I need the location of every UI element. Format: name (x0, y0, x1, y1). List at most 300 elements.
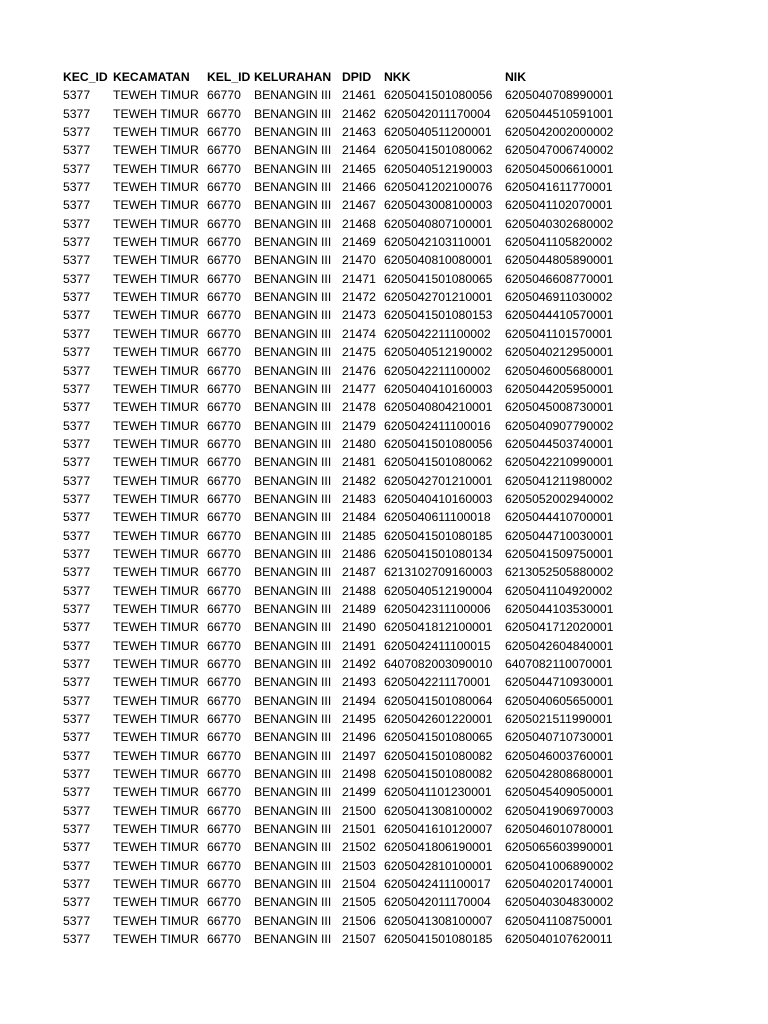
cell-kelurahan: BENANGIN III (254, 748, 332, 763)
table-row (63, 710, 625, 728)
cell-kecamatan: TEWEH TIMUR (113, 253, 199, 268)
cell-kec-id: 5377 (63, 803, 91, 818)
cell-kec-id: 5377 (63, 712, 91, 727)
cell-nik: 6205045006610001 (505, 161, 614, 176)
table-row (63, 783, 625, 801)
cell-kecamatan: TEWEH TIMUR (113, 345, 199, 360)
cell-kec-id: 5377 (63, 363, 91, 378)
cell-kecamatan: TEWEH TIMUR (113, 895, 199, 910)
cell-kel-id: 66770 (207, 473, 241, 488)
cell-nik: 6205046608770001 (505, 271, 614, 286)
cell-nkk: 6205041501080082 (384, 748, 493, 763)
cell-dpid: 21476 (342, 363, 376, 378)
table-row (63, 637, 625, 655)
cell-kecamatan: TEWEH TIMUR (113, 125, 199, 140)
cell-kel-id: 66770 (207, 235, 241, 250)
cell-kecamatan: TEWEH TIMUR (113, 601, 199, 616)
cell-kelurahan: BENANGIN III (254, 290, 332, 305)
cell-nkk: 6205040807100001 (384, 216, 493, 231)
cell-kel-id: 66770 (207, 620, 241, 635)
cell-kec-id: 5377 (63, 822, 91, 837)
cell-kec-id: 5377 (63, 510, 91, 525)
cell-kel-id: 66770 (207, 730, 241, 745)
cell-nik: 6205046911030002 (505, 290, 613, 305)
cell-kel-id: 66770 (207, 161, 241, 176)
cell-nik: 6205040907790002 (505, 418, 614, 433)
cell-kel-id: 66770 (207, 400, 241, 415)
table-row (63, 288, 625, 306)
cell-kec-id: 5377 (63, 253, 91, 268)
cell-dpid: 21465 (342, 161, 376, 176)
cell-dpid: 21499 (342, 785, 376, 800)
table-header (63, 68, 625, 86)
cell-nkk: 6205042103110001 (384, 235, 492, 250)
cell-nkk: 6205042701210001 (384, 473, 493, 488)
cell-dpid: 21461 (342, 88, 376, 103)
cell-kelurahan: BENANGIN III (254, 400, 332, 415)
cell-kel-id: 66770 (207, 253, 241, 268)
cell-kec-id: 5377 (63, 418, 91, 433)
cell-dpid: 21480 (342, 436, 376, 451)
cell-nkk: 6205041308100002 (384, 803, 493, 818)
cell-nkk: 6205042810100001 (384, 858, 493, 873)
cell-kec-id: 5377 (63, 106, 91, 121)
cell-kel-id: 66770 (207, 345, 241, 360)
cell-dpid: 21463 (342, 125, 376, 140)
cell-kelurahan: BENANGIN III (254, 180, 332, 195)
cell-nkk: 6407082003090010 (384, 657, 493, 671)
cell-nkk: 6205040511200001 (384, 125, 492, 140)
table-row (63, 343, 625, 361)
cell-kelurahan: BENANGIN III (254, 198, 332, 213)
cell-kec-id: 5377 (63, 198, 91, 213)
cell-kecamatan: TEWEH TIMUR (113, 400, 199, 415)
cell-kec-id: 5377 (63, 932, 91, 947)
cell-kecamatan: TEWEH TIMUR (113, 675, 199, 690)
cell-nik: 6205041611770001 (505, 180, 613, 195)
cell-kelurahan: BENANGIN III (254, 638, 332, 653)
cell-nkk: 6205040410160003 (384, 381, 493, 396)
cell-nik: 6205040710730001 (505, 730, 614, 745)
table-row (63, 196, 625, 214)
cell-kel-id: 66770 (207, 583, 241, 598)
cell-kel-id: 66770 (207, 180, 241, 195)
cell-kel-id: 66770 (207, 216, 241, 231)
cell-kel-id: 66770 (207, 418, 241, 433)
table-row (63, 380, 625, 398)
cell-dpid: 21485 (342, 528, 376, 543)
table-row (63, 655, 625, 673)
table-row (63, 600, 625, 618)
cell-kecamatan: TEWEH TIMUR (113, 528, 199, 543)
table-row (63, 417, 625, 435)
cell-nkk: 6205041308100007 (384, 913, 493, 928)
cell-kec-id: 5377 (63, 748, 91, 763)
cell-nkk: 6205042311100006 (384, 601, 491, 616)
cell-nkk: 6205041501080134 (384, 546, 493, 561)
cell-kelurahan: BENANGIN III (254, 546, 332, 561)
cell-dpid: 21490 (342, 620, 376, 635)
table-row (63, 306, 625, 324)
cell-nkk: 6205041501080062 (384, 455, 493, 470)
table-row (63, 692, 625, 710)
cell-kel-id: 66770 (207, 840, 241, 855)
cell-nik: 6205065603990001 (505, 840, 614, 855)
cell-kec-id: 5377 (63, 345, 91, 360)
cell-kel-id: 66770 (207, 510, 241, 525)
cell-kelurahan: BENANGIN III (254, 216, 332, 231)
cell-nkk: 6205041501080056 (384, 88, 493, 103)
cell-kel-id: 66770 (207, 712, 241, 727)
cell-dpid: 21498 (342, 767, 376, 782)
cell-kel-id: 66770 (207, 308, 241, 323)
cell-kel-id: 66770 (207, 895, 241, 910)
table-row (63, 802, 625, 820)
table-row (63, 398, 625, 416)
cell-kelurahan: BENANGIN III (254, 712, 332, 727)
cell-kel-id: 66770 (207, 767, 241, 782)
cell-nik: 6205041906970003 (505, 803, 614, 818)
header-nkk: NKK (384, 70, 411, 84)
cell-kel-id: 66770 (207, 803, 241, 818)
cell-kel-id: 66770 (207, 528, 241, 543)
cell-kec-id: 5377 (63, 785, 91, 800)
cell-kec-id: 5377 (63, 161, 91, 176)
header-kel-id: KEL_ID (207, 70, 251, 84)
cell-kec-id: 5377 (63, 308, 91, 323)
cell-nkk: 6205042411100016 (384, 418, 491, 433)
cell-dpid: 21466 (342, 180, 376, 195)
cell-nik: 6205021511990001 (505, 712, 613, 727)
cell-nkk: 6205041501080153 (384, 308, 493, 323)
cell-kelurahan: BENANGIN III (254, 803, 332, 818)
cell-nkk: 6205042211100002 (384, 363, 491, 378)
cell-kecamatan: TEWEH TIMUR (113, 638, 199, 653)
cell-kecamatan: TEWEH TIMUR (113, 473, 199, 488)
cell-kelurahan: BENANGIN III (254, 822, 332, 837)
cell-nkk: 6205040410160003 (384, 491, 493, 506)
cell-kec-id: 5377 (63, 491, 91, 506)
cell-kelurahan: BENANGIN III (254, 528, 332, 543)
cell-nkk: 6205042211100002 (384, 326, 491, 341)
cell-kelurahan: BENANGIN III (254, 106, 332, 121)
cell-nik: 6205046010780001 (505, 822, 614, 837)
cell-kel-id: 66770 (207, 601, 241, 616)
cell-kecamatan: TEWEH TIMUR (113, 730, 199, 745)
cell-kelurahan: BENANGIN III (254, 693, 332, 708)
cell-nik: 6205044710030001 (505, 528, 614, 543)
cell-dpid: 21489 (342, 601, 376, 616)
voter-data-table (63, 68, 625, 949)
cell-kec-id: 5377 (63, 620, 91, 635)
cell-dpid: 21470 (342, 253, 376, 268)
cell-kelurahan: BENANGIN III (254, 473, 332, 488)
table-row (63, 765, 625, 783)
cell-kec-id: 5377 (63, 730, 91, 745)
cell-kec-id: 5377 (63, 895, 91, 910)
cell-nkk: 6205040512190002 (384, 345, 493, 360)
cell-kelurahan: BENANGIN III (254, 657, 332, 671)
table-row (63, 838, 625, 856)
header-nik: NIK (505, 70, 526, 84)
cell-dpid: 21496 (342, 730, 376, 745)
cell-nik: 6205040708990001 (505, 88, 614, 103)
cell-dpid: 21482 (342, 473, 376, 488)
cell-nkk: 6205042211170001 (384, 675, 491, 690)
cell-kel-id: 66770 (207, 932, 241, 947)
cell-kecamatan: TEWEH TIMUR (113, 436, 199, 451)
cell-kelurahan: BENANGIN III (254, 308, 332, 323)
table-row (63, 618, 625, 636)
cell-kecamatan: TEWEH TIMUR (113, 620, 199, 635)
cell-kecamatan: TEWEH TIMUR (113, 381, 199, 396)
cell-kel-id: 66770 (207, 143, 241, 158)
cell-kecamatan: TEWEH TIMUR (113, 143, 199, 158)
cell-kecamatan: TEWEH TIMUR (113, 840, 199, 855)
table-row (63, 820, 625, 838)
cell-kelurahan: BENANGIN III (254, 253, 332, 268)
cell-nik: 6205045409050001 (505, 785, 614, 800)
header-kelurahan: KELURAHAN (254, 70, 332, 84)
cell-nkk: 6205041806190001 (384, 840, 493, 855)
cell-kel-id: 66770 (207, 565, 241, 580)
cell-kecamatan: TEWEH TIMUR (113, 657, 199, 671)
cell-nkk: 6205042011170004 (384, 895, 491, 910)
table-row (63, 270, 625, 288)
table-row (63, 86, 625, 104)
cell-dpid: 21464 (342, 143, 376, 158)
cell-kecamatan: TEWEH TIMUR (113, 216, 199, 231)
cell-kelurahan: BENANGIN III (254, 381, 332, 396)
cell-kecamatan: TEWEH TIMUR (113, 546, 199, 561)
cell-kec-id: 5377 (63, 143, 91, 158)
table-row (63, 160, 625, 178)
cell-kecamatan: TEWEH TIMUR (113, 161, 199, 176)
cell-nkk: 6205041501080185 (384, 528, 493, 543)
cell-nkk: 6205041501080062 (384, 143, 493, 158)
cell-kecamatan: TEWEH TIMUR (113, 510, 199, 525)
cell-kecamatan: TEWEH TIMUR (113, 822, 199, 837)
cell-nik: 6205044510591001 (505, 106, 614, 121)
cell-kelurahan: BENANGIN III (254, 326, 332, 341)
cell-kecamatan: TEWEH TIMUR (113, 290, 199, 305)
cell-kelurahan: BENANGIN III (254, 583, 332, 598)
cell-dpid: 21503 (342, 858, 376, 873)
header-dpid: DPID (342, 70, 372, 84)
cell-nik: 6205046005680001 (505, 363, 614, 378)
cell-kel-id: 66770 (207, 785, 241, 800)
cell-kec-id: 5377 (63, 601, 91, 616)
cell-nkk: 6205043008100003 (384, 198, 493, 213)
cell-nik: 6205042808680001 (505, 767, 614, 782)
header-kecamatan: KECAMATAN (113, 70, 190, 84)
cell-kecamatan: TEWEH TIMUR (113, 693, 199, 708)
table-row (63, 472, 625, 490)
cell-dpid: 21493 (342, 675, 376, 690)
cell-kec-id: 5377 (63, 290, 91, 305)
cell-nik: 6205044103530001 (505, 601, 614, 616)
cell-nik: 6205041108750001 (505, 913, 613, 928)
table-row (63, 362, 625, 380)
cell-kel-id: 66770 (207, 693, 241, 708)
cell-nkk: 6205042701210001 (384, 290, 493, 305)
cell-dpid: 21479 (342, 418, 376, 433)
cell-nkk: 6205040512190004 (384, 583, 493, 598)
cell-nik: 6205040212950001 (505, 345, 614, 360)
cell-kec-id: 5377 (63, 546, 91, 561)
cell-nik: 6205041104920002 (505, 583, 613, 598)
cell-dpid: 21475 (342, 345, 376, 360)
cell-dpid: 21473 (342, 308, 376, 323)
cell-dpid: 21462 (342, 106, 376, 121)
cell-dpid: 21487 (342, 565, 376, 580)
cell-kecamatan: TEWEH TIMUR (113, 326, 199, 341)
cell-dpid: 21469 (342, 235, 376, 250)
cell-kec-id: 5377 (63, 657, 91, 671)
cell-nkk: 6205041501080056 (384, 436, 493, 451)
cell-nkk: 6205041501080065 (384, 730, 493, 745)
cell-nik: 6205044410570001 (505, 308, 614, 323)
cell-kec-id: 5377 (63, 675, 91, 690)
cell-kel-id: 66770 (207, 106, 241, 121)
cell-kecamatan: TEWEH TIMUR (113, 491, 199, 506)
cell-kelurahan: BENANGIN III (254, 271, 332, 286)
cell-kel-id: 66770 (207, 455, 241, 470)
cell-kelurahan: BENANGIN III (254, 235, 332, 250)
table-row (63, 875, 625, 893)
cell-nik: 6205042210990001 (505, 455, 614, 470)
cell-kec-id: 5377 (63, 913, 91, 928)
cell-kec-id: 5377 (63, 88, 91, 103)
cell-nik: 6205040304830002 (505, 895, 614, 910)
cell-dpid: 21501 (342, 822, 376, 837)
cell-kel-id: 66770 (207, 125, 241, 140)
cell-nik: 6205041712020001 (505, 620, 614, 635)
cell-nik: 6205041006890002 (505, 858, 614, 873)
table-row (63, 527, 625, 545)
cell-nik: 6205040302680002 (505, 216, 614, 231)
cell-kelurahan: BENANGIN III (254, 143, 332, 158)
table-row (63, 453, 625, 471)
cell-nkk: 6205041812100001 (384, 620, 493, 635)
cell-kec-id: 5377 (63, 400, 91, 415)
cell-kecamatan: TEWEH TIMUR (113, 271, 199, 286)
cell-kecamatan: TEWEH TIMUR (113, 748, 199, 763)
cell-dpid: 21468 (342, 216, 376, 231)
cell-nik: 6205042002000002 (505, 125, 614, 140)
cell-kec-id: 5377 (63, 693, 91, 708)
cell-kecamatan: TEWEH TIMUR (113, 785, 199, 800)
cell-kecamatan: TEWEH TIMUR (113, 858, 199, 873)
cell-kelurahan: BENANGIN III (254, 125, 332, 140)
cell-kel-id: 66770 (207, 748, 241, 763)
cell-nik: 6205042604840001 (505, 638, 614, 653)
cell-kelurahan: BENANGIN III (254, 436, 332, 451)
table-row (63, 215, 625, 233)
cell-kecamatan: TEWEH TIMUR (113, 418, 199, 433)
cell-kecamatan: TEWEH TIMUR (113, 363, 199, 378)
cell-nik: 6205044410700001 (505, 510, 614, 525)
cell-kecamatan: TEWEH TIMUR (113, 88, 199, 103)
cell-kecamatan: TEWEH TIMUR (113, 106, 199, 121)
cell-kel-id: 66770 (207, 657, 241, 671)
cell-nik: 6205047006740002 (505, 143, 614, 158)
cell-nik: 6205044503740001 (505, 436, 614, 451)
cell-nkk: 6205041501080065 (384, 271, 493, 286)
table-row (63, 251, 625, 269)
cell-kecamatan: TEWEH TIMUR (113, 565, 199, 580)
cell-kecamatan: TEWEH TIMUR (113, 932, 199, 947)
cell-nkk: 6205041501080082 (384, 767, 493, 782)
cell-kec-id: 5377 (63, 528, 91, 543)
cell-dpid: 21486 (342, 546, 376, 561)
cell-kel-id: 66770 (207, 326, 241, 341)
cell-dpid: 21502 (342, 840, 376, 855)
cell-nik: 6205040201740001 (505, 877, 614, 892)
cell-kec-id: 5377 (63, 436, 91, 451)
cell-dpid: 21477 (342, 381, 376, 396)
cell-kec-id: 5377 (63, 271, 91, 286)
cell-kelurahan: BENANGIN III (254, 418, 332, 433)
cell-nkk: 6205042601220001 (384, 712, 493, 727)
cell-nkk: 6205041101230001 (384, 785, 492, 800)
cell-kelurahan: BENANGIN III (254, 601, 332, 616)
table-row (63, 508, 625, 526)
cell-nik: 6205041101570001 (505, 326, 613, 341)
table-row (63, 435, 625, 453)
table-row (63, 105, 625, 123)
cell-dpid: 21471 (342, 271, 376, 286)
cell-kelurahan: BENANGIN III (254, 455, 332, 470)
cell-nik: 6407082110070001 (505, 657, 613, 671)
cell-dpid: 21497 (342, 748, 376, 763)
cell-nik: 6205044710930001 (505, 675, 614, 690)
cell-kel-id: 66770 (207, 436, 241, 451)
cell-nkk: 6205042411100017 (384, 877, 491, 892)
cell-kec-id: 5377 (63, 565, 91, 580)
cell-kelurahan: BENANGIN III (254, 913, 332, 928)
table-row (63, 673, 625, 691)
table-row (63, 545, 625, 563)
cell-kel-id: 66770 (207, 675, 241, 690)
cell-dpid: 21478 (342, 400, 376, 415)
cell-kec-id: 5377 (63, 326, 91, 341)
header-row (63, 68, 625, 86)
cell-kel-id: 66770 (207, 822, 241, 837)
cell-nkk: 6205040611100018 (384, 510, 491, 525)
cell-kel-id: 66770 (207, 638, 241, 653)
cell-kelurahan: BENANGIN III (254, 88, 332, 103)
table-row (63, 728, 625, 746)
cell-nkk: 6213102709160003 (384, 565, 493, 580)
cell-kecamatan: TEWEH TIMUR (113, 913, 199, 928)
cell-dpid: 21491 (342, 638, 376, 653)
cell-nkk: 6205041501080185 (384, 932, 493, 947)
cell-dpid: 21483 (342, 491, 376, 506)
table-row (63, 912, 625, 930)
cell-nkk: 6205041610120007 (384, 822, 493, 837)
cell-kec-id: 5377 (63, 877, 91, 892)
cell-kel-id: 66770 (207, 913, 241, 928)
cell-kec-id: 5377 (63, 455, 91, 470)
cell-kec-id: 5377 (63, 473, 91, 488)
cell-kecamatan: TEWEH TIMUR (113, 198, 199, 213)
cell-kecamatan: TEWEH TIMUR (113, 308, 199, 323)
cell-kelurahan: BENANGIN III (254, 785, 332, 800)
table-row (63, 563, 625, 581)
cell-kec-id: 5377 (63, 858, 91, 873)
table-row (63, 857, 625, 875)
